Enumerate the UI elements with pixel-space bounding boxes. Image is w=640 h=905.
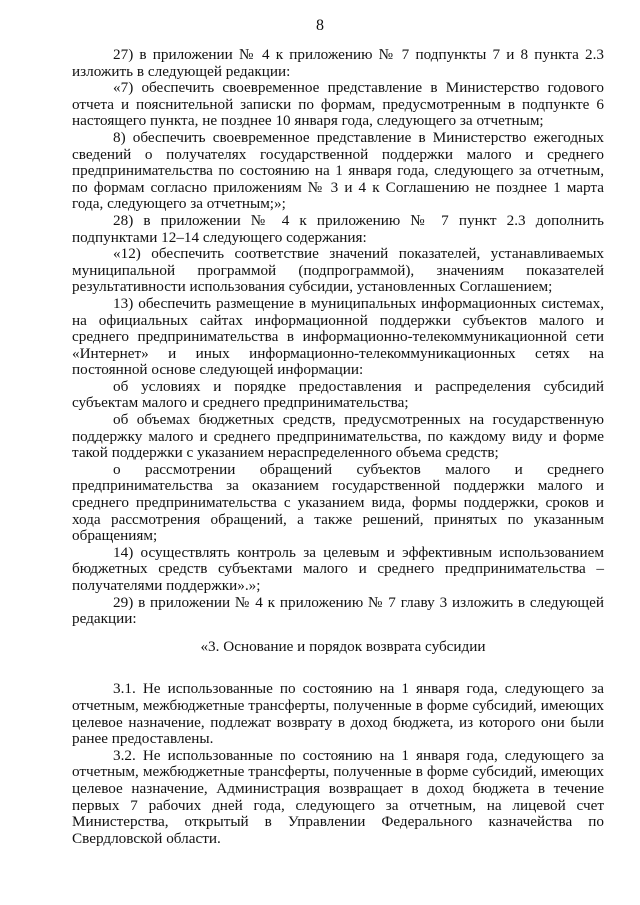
page-number: 8 bbox=[316, 17, 324, 34]
document-body bbox=[72, 47, 604, 847]
paragraph-3-1: 3.1. Не использованные по состоянию на 1 января года, следующего за отчетным, межбюджетные трансферты, полученные в форме субсидий, имеющих целевое назначение, подлежат возврату в доход бюджета, из которого они были ранее предоставлены. bbox=[72, 680, 604, 748]
paragraph-subitem-14: 14) осуществлять контроль за целевым и эффективным использованием бюджетных средств субъектами малого и среднего предпринимательства – получателями поддержки».»; bbox=[72, 543, 604, 594]
paragraph-info-conditions: об условиях и порядке предоставления и распределения субсидий субъектам малого и среднего предпринимательства; bbox=[72, 377, 604, 412]
paragraph-info-appeals: о рассмотрении обращений субъектов малого и среднего предпринимательства за оказанием государственной поддержки малого и среднего предпринимательства с указанием вида, формы поддержки, сроков и хода рассмотрения обращений, а также решений, принятых по указанным обращениям; bbox=[72, 460, 604, 545]
paragraph-item-28: 28) в приложении № 4 к приложению № 7 пункт 2.3 дополнить подпунктами 12–14 следующего содержания: bbox=[72, 211, 604, 246]
section-heading: «3. Основание и порядок возврата субсидии bbox=[200, 637, 486, 655]
paragraph-subitem-12: «12) обеспечить соответствие значений показателей, устанавливаемых муниципальной программой (подпрограммой), значениям показателей результативности использования субсидии, установленных Соглашением; bbox=[72, 245, 604, 296]
paragraph-item-29: 29) в приложении № 4 к приложению № 7 главу 3 изложить в следующей редакции: bbox=[72, 593, 604, 628]
paragraph-subitem-8: 8) обеспечить своевременное представление в Министерство ежегодных сведений о получателях государственной поддержки малого и среднего предпринимательства по состоянию на 1 января года, следующего за отчетным, по формам согласно приложениям № 3 и 4 к Соглашению не позднее 1 марта года, следующего за отчетным;»; bbox=[72, 128, 604, 213]
paragraph-item-27: 27) в приложении № 4 к приложению № 7 подпункты 7 и 8 пункта 2.3 изложить в следующей редакции: bbox=[72, 46, 604, 80]
paragraph-info-budget: об объемах бюджетных средств, предусмотренных на государственную поддержку малого и среднего предпринимательства, по каждому виду и форме такой поддержки с указанием нераспределенного объема средств; bbox=[72, 411, 604, 462]
paragraph-3-2: 3.2. Не использованные по состоянию на 1 января года, следующего за отчетным, межбюджетные трансферты, полученные в форме субсидий, имеющих целевое назначение, Администрация возвращает в доход бюджета в течение первых 7 рабочих дней года, следующего за отчетным, на лицевой счет Министерства, открытый в Управлении Федерального казначейства по Свердловской области. bbox=[72, 746, 604, 847]
paragraph-subitem-7: «7) обеспечить своевременное представление в Министерство годового отчета и пояснительной записки по формам, предусмотренным в подпункте 6 настоящего пункта, не позднее 10 января года, следующего за отчетным; bbox=[72, 79, 604, 130]
paragraph-subitem-13: 13) обеспечить размещение в муниципальных информационных системах, на официальных сайтах информационной поддержки субъектов малого и среднего предпринимательства в информационно-телекоммуникационной сети «Интернет» и иных информационно-телекоммуникационных сетях на постоянной основе следующей информации: bbox=[72, 294, 604, 379]
